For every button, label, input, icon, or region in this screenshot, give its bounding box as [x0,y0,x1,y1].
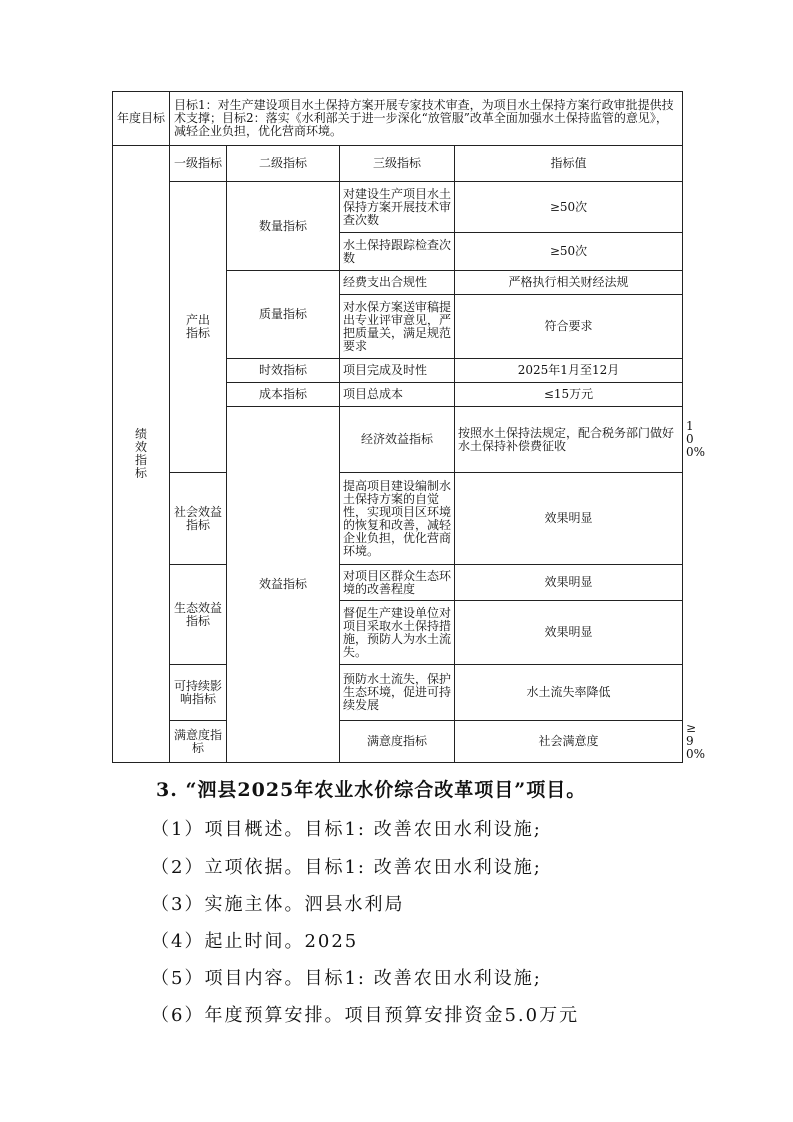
indicator-name: 对建设生产项目水土保持方案开展技术审查次数 [340,182,455,233]
table-row [113,565,683,601]
header-level3: 三级指标 [340,146,455,182]
indicator-name: 提高项目建设编制水土保持方案的自觉性，实现项目区环境的恢复和改善，减轻企业负担，优化营商环境。 [340,473,455,565]
annual-goal-row [113,92,683,146]
section-title: 3. “泗县2025年农业水价综合改革项目”项目。 [156,779,587,801]
indicator-value: 2025年1月至12月 [455,359,683,383]
indicator-name: 社会满意度 [455,721,683,763]
performance-table [112,91,706,763]
output-indicators-label: 产出指标 [170,182,227,473]
header-level1: 一级指标 [170,146,227,182]
benefit-indicators-label: 效益指标 [227,407,340,763]
indicator-value: 符合要求 [455,295,683,359]
table-header-row [113,146,683,182]
indicator-value: ≥50次 [455,233,683,271]
indicator-name: 对水保方案送审稿提出专业评审意见，严把质量关，满足规范要求 [340,295,455,359]
header-level2: 二级指标 [227,146,340,182]
indicator-name: 按照水土保持法规定，配合税务部门做好水土保持补偿费征收 [455,407,683,473]
section-line-3: （3）实施主体。泗县水利局 [151,894,405,915]
indicator-value: 效果明显 [455,601,683,665]
indicator-name: 项目完成及时性 [340,359,455,383]
indicator-name: 项目总成本 [340,383,455,407]
annual-goal-label: 年度目标 [113,92,170,146]
annual-goal-text: 目标1：对生产建设项目水土保持方案开展专家技术审查，为项目水土保持方案行政审批提供技术支撑；目标2：落实《水利部关于进一步深化“放管服”改革全面加强水土保持监管的意见》，减轻企业负担，优化营商环境。 [170,92,683,146]
table-row [113,182,683,233]
indicator-name: 经费支出合规性 [340,271,455,295]
indicator-value: 严格执行相关财经法规 [455,271,683,295]
indicator-value: ≥50次 [455,182,683,233]
header-value: 指标值 [455,146,683,182]
table-row: 满意度指标 满意度指标 社会满意度 ≥90% [113,721,683,763]
indicator-value: 效果明显 [455,565,683,601]
quantity-indicators-label: 数量指标 [227,182,340,271]
indicator-name: 对项目区群众生态环境的改善程度 [340,565,455,601]
indicator-name: 预防水土流失，保护生态环境，促进可持续发展 [340,665,455,721]
economic-benefit-label: 经济效益指标 [340,407,455,473]
social-benefit-label: 社会效益指标 [170,473,227,565]
indicator-name: 水土保持跟踪检查次数 [340,233,455,271]
satisfaction-indicators-label: 满意度指标 [170,721,227,763]
section-line-4: （4）起止时间。2025 [151,931,359,952]
section-line-1: （1）项目概述。目标1: 改善农田水利设施; [151,819,542,840]
table-row [113,665,683,721]
section-line-6: （6）年度预算安排。项目预算安排资金5.0万元 [151,1005,580,1026]
section-line-5: （5）项目内容。目标1: 改善农田水利设施; [151,968,542,989]
sustainability-label: 可持续影响指标 [170,665,227,721]
indicator-value: 水土流失率降低 [455,665,683,721]
satisfaction-sub-label: 满意度指标 [340,721,455,763]
indicator-value: ≤15万元 [455,383,683,407]
indicator-value: 效果明显 [455,473,683,565]
ecological-benefit-label: 生态效益指标 [170,565,227,665]
cost-indicators-label: 成本指标 [227,383,340,407]
quality-indicators-label: 质量指标 [227,271,340,359]
performance-indicators-label: 绩效指标 [113,146,170,763]
indicator-name: 督促生产建设单位对项目采取水土保持措施，预防人为水土流失。 [340,601,455,665]
timeliness-indicators-label: 时效指标 [227,359,340,383]
table-row: 效益指标 经济效益指标 按照水土保持法规定，配合税务部门做好水土保持补偿费征收 100% [113,407,683,473]
section-line-2: （2）立项依据。目标1: 改善农田水利设施; [151,857,542,878]
table-row [113,473,683,565]
